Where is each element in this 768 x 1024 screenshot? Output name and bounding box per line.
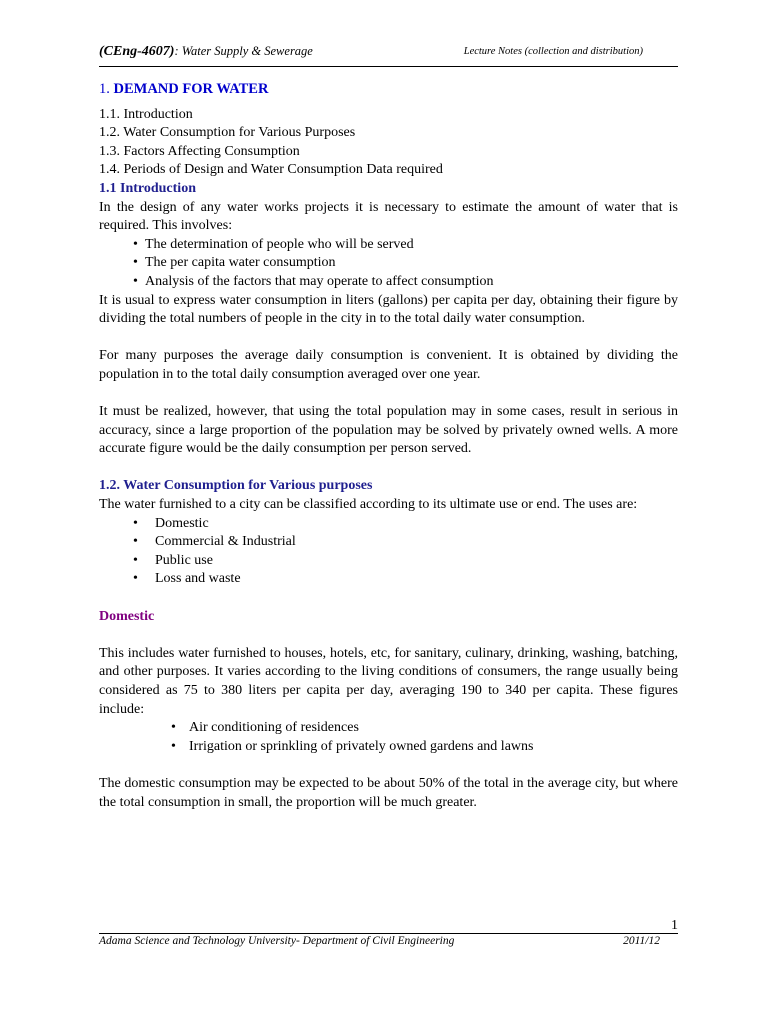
domestic-paragraph-2: The domestic consumption may be expected to be about 50% of the total in the average city, but where the total consumption in small, the proportion will be much greater. — [99, 775, 678, 810]
domestic-bullet-list — [99, 719, 678, 756]
toc-item: 1.1. Introduction — [99, 106, 193, 122]
list-item: • The per capita water consumption — [99, 254, 678, 273]
list-item: • Domestic — [99, 515, 678, 534]
header-divider — [99, 66, 678, 67]
toc-item: 1.4. Periods of Design and Water Consumption Data required — [99, 162, 443, 178]
list-item: • Analysis of the factors that may operate to affect consumption — [99, 273, 678, 292]
purposes-paragraph: The water furnished to a city can be classified according to its ultimate use or end. The uses are: — [99, 497, 638, 513]
section-title-text: DEMAND FOR WATER — [113, 81, 269, 97]
list-item: • Irrigation or sprinkling of privately owned gardens and lawns — [99, 738, 678, 757]
page-header — [99, 44, 679, 62]
course-code: (CEng-4607) — [99, 44, 175, 59]
domestic-heading: Domestic — [99, 608, 155, 624]
list-item: • Loss and waste — [99, 570, 678, 589]
purposes-bullet-list — [99, 515, 678, 589]
header-lecture-notes: Lecture Notes (collection and distribution) — [463, 46, 643, 57]
document-body — [99, 80, 678, 812]
list-item: • Commercial & Industrial — [99, 533, 678, 552]
intro-heading: 1.1 Introduction — [99, 180, 196, 196]
purposes-heading: 1.2. Water Consumption for Various purposes — [99, 478, 373, 494]
footer-university: Adama Science and Technology University- Department of Civil Engineering — [99, 935, 455, 947]
section-title — [99, 80, 678, 99]
intro-bullet-list — [99, 236, 678, 292]
intro-paragraph-3: For many purposes the average daily consumption is convenient. It is obtained by dividing the population in to the total daily consumption averaged over one year. — [99, 348, 678, 382]
domestic-paragraph-1: This includes water furnished to houses, hotels, etc, for sanitary, culinary, drinking, washing, batching, and other purposes. It varies according to the living conditions of consumers, the range usually being considered as 75 to 380 liters per capita per day, averaging 190 to 340 per capita. These figures include: — [99, 645, 678, 717]
list-item: • The determination of people who will be served — [99, 236, 678, 255]
list-item: • Public use — [99, 552, 678, 571]
intro-paragraph-1: In the design of any water works projects it is necessary to estimate the amount of water that is required. This involves: — [99, 199, 678, 234]
section-number: 1. — [99, 81, 110, 97]
toc-item: 1.2. Water Consumption for Various Purposes — [99, 125, 356, 141]
footer-divider — [99, 933, 678, 934]
footer-year: 2011/12 — [623, 935, 660, 947]
header-course — [99, 44, 313, 60]
intro-paragraph-4: It must be realized, however, that using the total population may in some cases, result in serious in accuracy, since a large proportion of the population may be solved by privately owned wells. A more accurate figure would be the daily consumption per person served. — [99, 404, 678, 457]
page-number: 1 — [671, 918, 678, 933]
table-of-contents — [99, 106, 678, 180]
toc-item: 1.3. Factors Affecting Consumption — [99, 143, 300, 159]
course-title: : Water Supply & Sewerage — [174, 44, 313, 58]
list-item: • Air conditioning of residences — [99, 719, 678, 738]
intro-paragraph-2: It is usual to express water consumption in liters (gallons) per capita per day, obtaining their figure by dividing the total numbers of people in the city in to the total daily water consumption. — [99, 292, 678, 327]
